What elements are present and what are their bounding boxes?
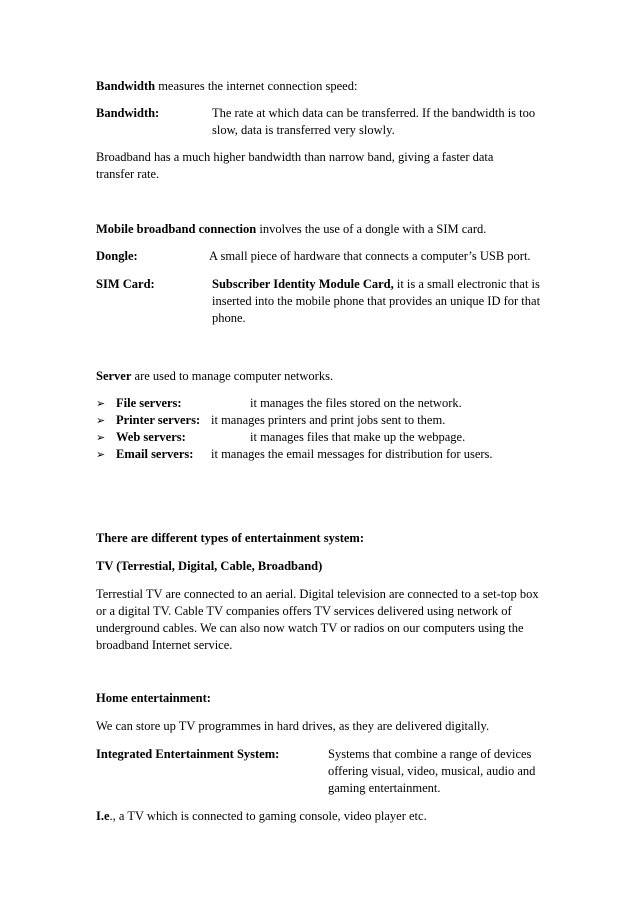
ie-bold: I.e xyxy=(96,809,110,823)
bandwidth-intro xyxy=(96,78,357,95)
mobile-intro-rest: involves the use of a dongle with a SIM card. xyxy=(256,222,487,236)
arrow-bullet-icon: ➢ xyxy=(96,431,106,444)
list-item-term: Email servers: xyxy=(116,447,194,461)
list-item xyxy=(96,429,186,446)
home-paragraph: We can store up TV programmes in hard drives, as they are delivered digitally. xyxy=(96,719,490,733)
tv-heading: TV (Terrestial, Digital, Cable, Broadband) xyxy=(96,559,323,573)
arrow-bullet-icon: ➢ xyxy=(96,414,106,427)
list-item xyxy=(96,412,200,429)
arrow-bullet-icon: ➢ xyxy=(96,397,106,410)
bandwidth-intro-rest: measures the internet connection speed: xyxy=(155,79,358,93)
list-item-term: File servers: xyxy=(116,396,182,410)
mobile-intro xyxy=(96,221,486,238)
server-intro-rest: are used to manage computer networks. xyxy=(131,369,334,383)
list-item-desc: it manages the email messages for distribution for users. xyxy=(211,447,493,461)
home-heading: Home entertainment: xyxy=(96,691,211,705)
dongle-term: Dongle: xyxy=(96,249,138,263)
list-item-term: Web servers: xyxy=(116,430,186,444)
sim-definition-rest: it is a small electronic that is inserted into the mobile phone that provides an unique ID for that phone. xyxy=(212,277,541,325)
list-item-desc: it manages the files stored on the network. xyxy=(250,396,462,410)
tv-paragraph: Terrestial TV are connected to an aerial. Digital television are connected to a set-top box or a digital TV. Cable TV companies offers TV services delivered using network of underground cables. We can also now watch TV or radios on our computers using the broadband Internet service. xyxy=(96,587,539,652)
broadband-paragraph: Broadband has a much higher bandwidth than narrow band, giving a faster data transfer rate. xyxy=(96,150,494,181)
ies-term: Integrated Entertainment System: xyxy=(96,747,280,761)
arrow-bullet-icon: ➢ xyxy=(96,448,106,461)
sim-definition-bold: Subscriber Identity Module Card, xyxy=(212,277,394,291)
ie-example xyxy=(96,808,427,825)
server-intro xyxy=(96,368,333,385)
list-item-desc: it manages files that make up the webpage. xyxy=(250,430,466,444)
list-item xyxy=(96,395,182,412)
ies-definition: Systems that combine a range of devices offering visual, video, musical, audio and gaming entertainment. xyxy=(328,747,536,795)
bandwidth-definition: The rate at which data can be transferred. If the bandwidth is too slow, data is transferred very slowly. xyxy=(212,106,536,137)
list-item xyxy=(96,446,193,463)
list-item-desc: it manages printers and print jobs sent to them. xyxy=(211,413,446,427)
mobile-intro-bold: Mobile broadband connection xyxy=(96,222,257,236)
entertainment-heading: There are different types of entertainment system: xyxy=(96,531,364,545)
bandwidth-intro-bold: Bandwidth xyxy=(96,79,156,93)
list-item-term: Printer servers: xyxy=(116,413,201,427)
bandwidth-term: Bandwidth: xyxy=(96,106,160,120)
server-intro-bold: Server xyxy=(96,369,132,383)
ie-rest: ., a TV which is connected to gaming console, video player etc. xyxy=(109,809,427,823)
sim-term: SIM Card: xyxy=(96,277,155,291)
sim-definition xyxy=(212,276,547,327)
dongle-definition: A small piece of hardware that connects a computer’s USB port. xyxy=(209,249,531,263)
